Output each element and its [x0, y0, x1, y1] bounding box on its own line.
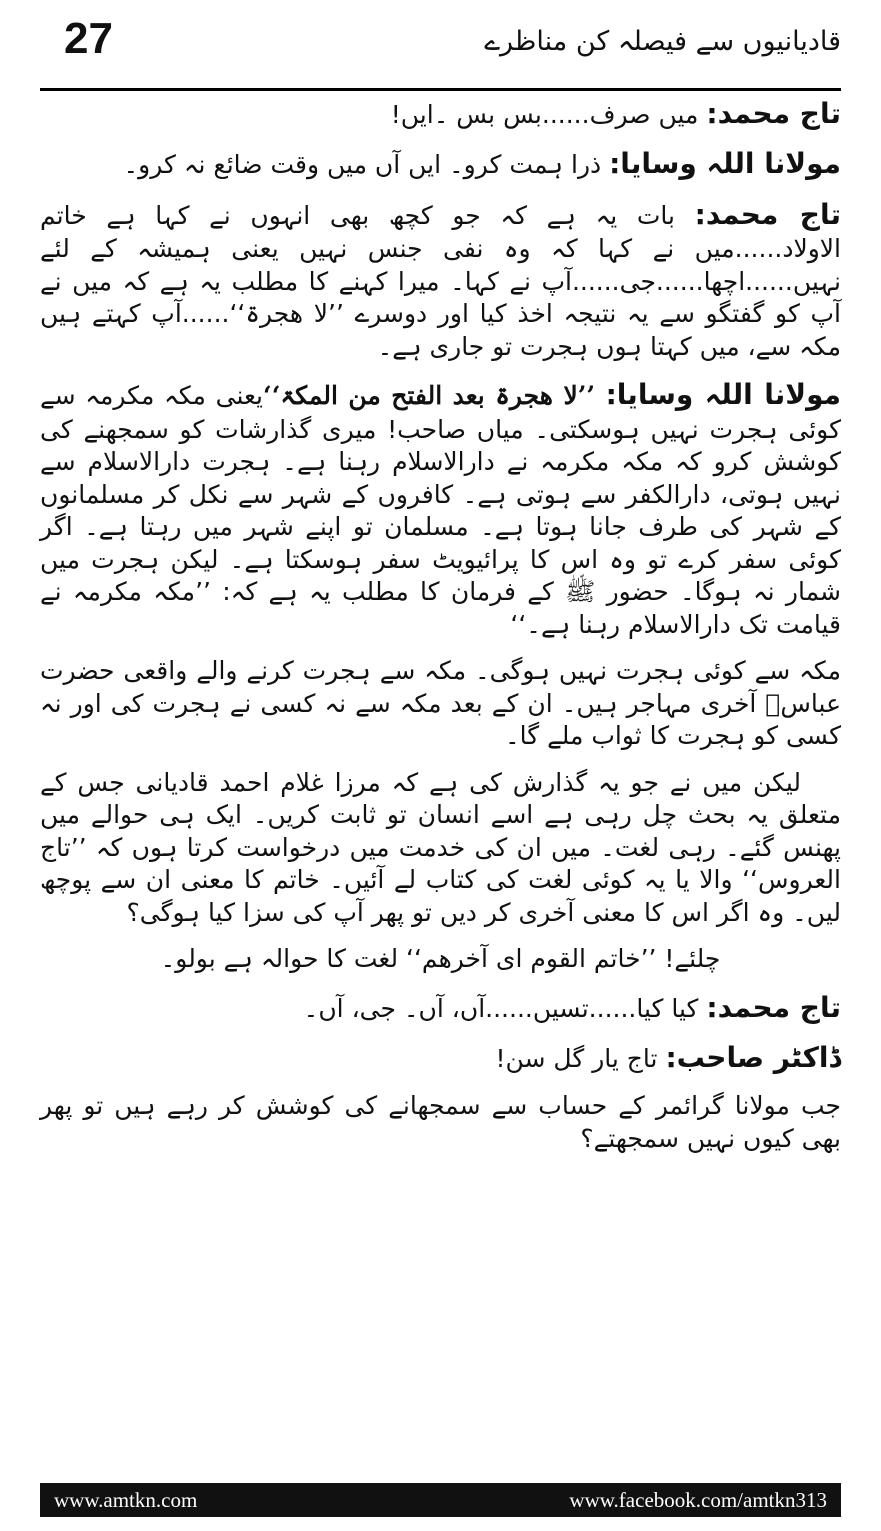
speaker-label: تاج محمد:	[706, 990, 841, 1024]
header-rule	[40, 88, 841, 91]
speaker-label: تاج محمد:	[694, 197, 841, 231]
dialogue-text: تاج یار گل سن!	[495, 1043, 666, 1073]
dialogue-line	[40, 197, 841, 363]
running-title: قادیانیوں سے فیصلہ کن مناظرے	[484, 26, 841, 57]
paragraph: جب مولانا گرائمر کے حساب سے سمجھانے کی کوشش کر رہے ہیں تو پھر بھی کیوں نہیں سمجھتے؟	[40, 1091, 841, 1153]
facebook-link[interactable]: www.facebook.com/amtkn313	[569, 1487, 827, 1512]
dialogue-line	[40, 990, 841, 1026]
footer-bar	[40, 1483, 841, 1517]
dialogue-text: یعنی مکہ مکرمہ سے کوئی ہجرت نہیں ہوسکتی۔ میاں صاحب! میری گذارشات کو سمجھنے کی کوشش کرو کہ مکہ مکرمہ نے دارالاسلام رہنا ہے۔ ہجرت دارالاسلام سے نہیں ہوتی، دارالکفر سے ہوتی ہے۔ کافروں کے شہر سے نکل کر مسلمانوں کے شہر کی طرف جانا ہوتا ہے۔ مسلمان تو اپنے شہر میں رہتا ہے۔ اگر کوئی سفر کرے تو وہ اس کا پرائیویٹ سفر ہوسکتا ہے۔ لیکن ہجرت میں شمار نہ ہوگا۔ حضور ﷺ کے فرمان کا مطلب یہ ہے کہ: ’’مکہ مکرمہ نے قیامت تک دارالاسلام رہنا ہے۔‘‘	[40, 381, 841, 639]
page-body	[40, 96, 841, 1471]
speaker-label: مولانا اللہ وسایا:	[609, 147, 841, 181]
dialogue-text: بات یہ ہے کہ جو کچھ بھی انہوں نے کہا ہے خاتم الاولاد......میں نے کہا کہ وہ نفی جنس نہیں یعنی ہمیشہ کے لئے نہیں......اچھا......جی......آپ نے کہا۔ میرا کہنے کا مطلب یہ ہے کہ میں نے آپ کو گفتگو سے یہ نتیجہ اخذ کیا اور دوسرے ’’لا ھجرۃ‘‘......آپ کہتے ہیں مکہ سے، میں کہتا ہوں ہجرت تو جاری ہے۔	[40, 200, 841, 361]
dialogue-text: میں صرف......بس بس ۔ایں!	[390, 100, 707, 129]
paragraph: چلئے! ’’خاتم القوم ای آخرھم‘‘ لغت کا حوالہ ہے بولو۔	[160, 944, 721, 974]
page-number: 27	[64, 14, 113, 63]
speaker-label: ڈاکٹر صاحب:	[665, 1040, 841, 1074]
dialogue-line	[40, 146, 841, 182]
paragraph: لیکن میں نے جو یہ گذارش کی ہے کہ مرزا غلام احمد قادیانی جس کے متعلق یہ بحث چل رہی ہے اسے انسان تو ثابت کریں۔ ایک ہی حوالے میں پھنس گئے۔ رہی لغت۔ میں ان کی خدمت میں درخواست کرتا ہوں کہ ’’تاج العروس‘‘ والا یا یہ کوئی لغت کی کتاب لے آئیں۔ خاتم کا معنی ان سے پوچھ لیں۔ وہ اگر اس کا معنی آخری کر دیں تو پھر آپ کی سزا کیا ہوگی؟	[40, 767, 841, 927]
speaker-label: مولانا اللہ وسایا:	[605, 378, 842, 412]
speaker-label: تاج محمد:	[706, 97, 841, 130]
arabic-quote: ’’لا ھجرۃ بعد الفتح من المکۃ‘‘	[263, 381, 606, 411]
dialogue-text: ذرا ہمت کرو۔ ایں آں میں وقت ضائع نہ کرو۔	[123, 150, 610, 180]
paragraph: مکہ سے کوئی ہجرت نہیں ہوگی۔ مکہ سے ہجرت کرنے والے واقعی حضرت عباسؓ آخری مہاجر ہیں۔ ان کے بعد مکہ سے نہ کسی نے ہجرت کی اور نہ کسی کو ہجرت کا ثواب ملے گا۔	[40, 656, 841, 751]
dialogue-text: کیا کیا......تسیں......آں، آں۔ جی، آں۔	[303, 993, 707, 1023]
dialogue-line	[40, 377, 841, 641]
dialogue-line	[40, 96, 841, 132]
dialogue-line	[40, 1040, 841, 1076]
website-link[interactable]: www.amtkn.com	[54, 1487, 198, 1512]
